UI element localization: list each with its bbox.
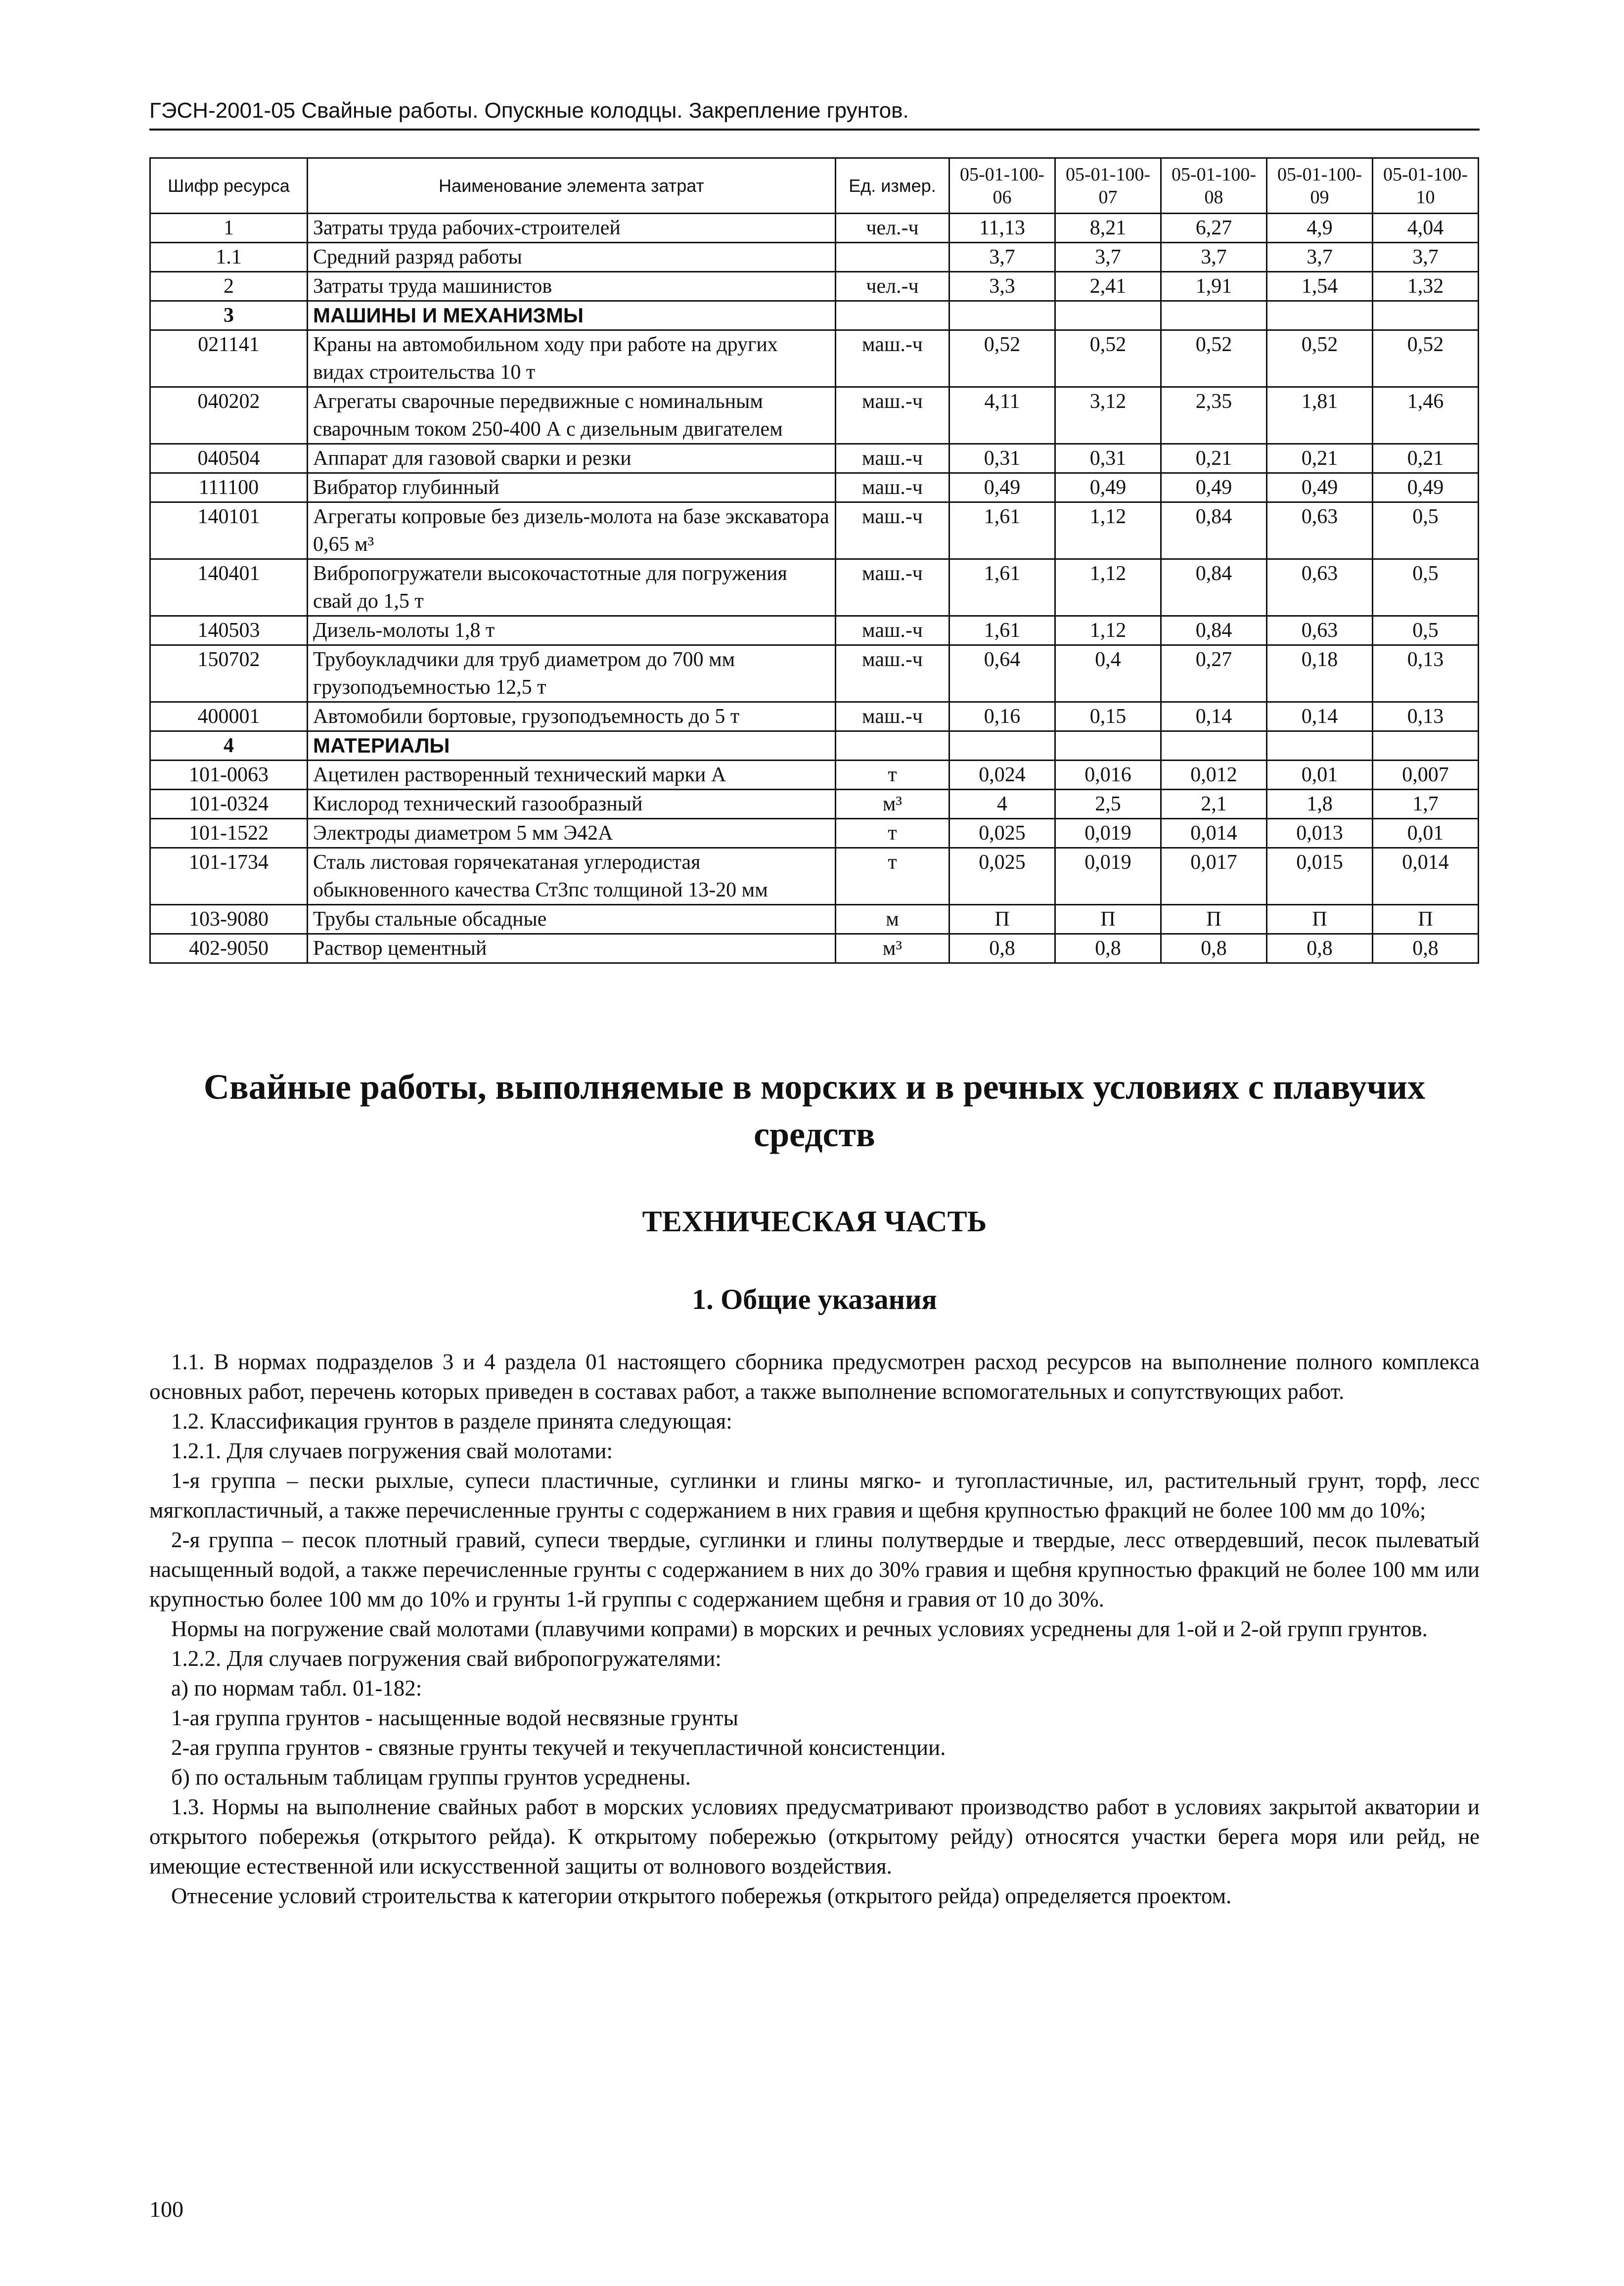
- resource-name: Затраты труда машинистов: [308, 272, 836, 301]
- resource-name: МАТЕРИАЛЫ: [308, 731, 836, 761]
- resource-unit: [836, 301, 949, 330]
- resource-unit: маш.-ч: [836, 473, 949, 502]
- header-col: 05-01-100-09: [1267, 158, 1373, 214]
- resource-value: 0,013: [1267, 819, 1373, 848]
- resource-value: 0,49: [1055, 473, 1161, 502]
- table-row: [150, 502, 1479, 559]
- resource-value: 2,1: [1161, 790, 1267, 819]
- resource-value: [949, 301, 1055, 330]
- resource-code: 140401: [150, 559, 308, 616]
- resource-code: 4: [150, 731, 308, 761]
- resource-unit: м³: [836, 934, 949, 963]
- header-col: 05-01-100-06: [949, 158, 1055, 214]
- resource-name: Дизель-молоты 1,8 т: [308, 616, 836, 645]
- resource-value: [1373, 301, 1479, 330]
- paragraph: 1.2.1. Для случаев погружения свай молотами:: [171, 1438, 613, 1463]
- resource-code: 101-1734: [150, 848, 308, 905]
- resource-name: Трубоукладчики для труб диаметром до 700 мм грузоподъемностью 12,5 т: [308, 645, 836, 702]
- paragraph: 1-ая группа грунтов - насыщенные водой несвязные грунты: [171, 1705, 738, 1730]
- resource-value: 4,11: [949, 387, 1055, 444]
- resource-value: 3,3: [949, 272, 1055, 301]
- resource-value: 0,14: [1267, 702, 1373, 731]
- resource-value: П: [1373, 905, 1479, 934]
- resource-name: Автомобили бортовые, грузоподъемность до 5 т: [308, 702, 836, 731]
- resource-value: 3,7: [1373, 243, 1479, 272]
- resource-value: [1267, 731, 1373, 761]
- table-row: [150, 243, 1479, 272]
- resource-value: 4,9: [1267, 214, 1373, 243]
- paragraph: 2-ая группа грунтов - связные грунты текучей и текучепластичной консистенции.: [171, 1735, 946, 1760]
- resource-name: Трубы стальные обсадные: [308, 905, 836, 934]
- resource-value: 0,014: [1373, 848, 1479, 905]
- resource-unit: маш.-ч: [836, 444, 949, 473]
- table-row: [150, 934, 1479, 963]
- resource-value: 0,5: [1373, 616, 1479, 645]
- resource-value: 4,04: [1373, 214, 1479, 243]
- resource-unit: чел.-ч: [836, 272, 949, 301]
- resource-value: 1,54: [1267, 272, 1373, 301]
- header-rule: [149, 129, 1480, 131]
- resource-value: 0,52: [1267, 330, 1373, 387]
- table-row: [150, 731, 1479, 761]
- resource-value: 0,8: [1055, 934, 1161, 963]
- resource-value: [1055, 731, 1161, 761]
- resource-value: 0,31: [1055, 444, 1161, 473]
- resource-value: 0,015: [1267, 848, 1373, 905]
- resource-name: Агрегаты сварочные передвижные с номинальным сварочным током 250-400 А с дизельным двигателем: [308, 387, 836, 444]
- resource-value: 0,21: [1267, 444, 1373, 473]
- resource-unit: маш.-ч: [836, 330, 949, 387]
- resource-unit: чел.-ч: [836, 214, 949, 243]
- resource-code: 402-9050: [150, 934, 308, 963]
- table-row: [150, 761, 1479, 790]
- resource-value: 0,8: [949, 934, 1055, 963]
- resource-code: 3: [150, 301, 308, 330]
- resource-unit: маш.-ч: [836, 645, 949, 702]
- resource-value: 1,46: [1373, 387, 1479, 444]
- resource-name: Краны на автомобильном ходу при работе на других видах строительства 10 т: [308, 330, 836, 387]
- resource-value: П: [1267, 905, 1373, 934]
- resource-value: 0,14: [1161, 702, 1267, 731]
- resource-value: 0,16: [949, 702, 1055, 731]
- header-name: Наименование элемента затрат: [308, 158, 836, 214]
- resource-code: 101-0324: [150, 790, 308, 819]
- resource-unit: м: [836, 905, 949, 934]
- resource-value: [1161, 731, 1267, 761]
- resource-code: 040504: [150, 444, 308, 473]
- resource-unit: маш.-ч: [836, 616, 949, 645]
- resource-value: 1,8: [1267, 790, 1373, 819]
- table-row: [150, 559, 1479, 616]
- resource-value: 1,81: [1267, 387, 1373, 444]
- resource-value: 4: [949, 790, 1055, 819]
- resource-value: 6,27: [1161, 214, 1267, 243]
- table-row: [150, 819, 1479, 848]
- resource-name: Электроды диаметром 5 мм Э42А: [308, 819, 836, 848]
- table-row: [150, 214, 1479, 243]
- resource-value: 0,8: [1373, 934, 1479, 963]
- resource-code: 150702: [150, 645, 308, 702]
- resource-value: 0,84: [1161, 559, 1267, 616]
- table-row: [150, 301, 1479, 330]
- resource-unit: т: [836, 761, 949, 790]
- paragraph: 1.1. В нормах подразделов 3 и 4 раздела 01 настоящего сборника предусмотрен расход ресурсов на выполнение полного комплекса основных работ, перечень которых приведен в составах работ, а также выполнение вспомогательных и сопутствующих работ.: [149, 1349, 1480, 1404]
- resource-value: 3,7: [1055, 243, 1161, 272]
- section-title: Свайные работы, выполняемые в морских и в речных условиях с плавучих средств: [203, 1067, 1426, 1154]
- resource-value: 0,18: [1267, 645, 1373, 702]
- table-row: [150, 790, 1479, 819]
- resource-value: 2,41: [1055, 272, 1161, 301]
- resource-unit: м³: [836, 790, 949, 819]
- header-col: 05-01-100-10: [1373, 158, 1479, 214]
- header-col: 05-01-100-07: [1055, 158, 1161, 214]
- resource-value: 1,61: [949, 559, 1055, 616]
- table-row: [150, 616, 1479, 645]
- table-row: [150, 905, 1479, 934]
- paragraph: Нормы на погружение свай молотами (плавучими копрами) в морских и речных условиях усреднены для 1-ой и 2-ой групп грунтов.: [171, 1616, 1428, 1641]
- resource-value: 0,49: [1373, 473, 1479, 502]
- resource-value: 0,52: [1055, 330, 1161, 387]
- resource-value: 1,61: [949, 502, 1055, 559]
- resource-value: 0,025: [949, 819, 1055, 848]
- paragraph: 1.3. Нормы на выполнение свайных работ в морских условиях предусматривают производство работ в условиях закрытой акватории и открытого побережья (открытого рейда). К открытому побережью (открытому рейду) относятся участки берега моря или рейд, не имеющие естественной или искусственной защиты от волнового воздействия.: [149, 1794, 1480, 1879]
- table-body: [150, 214, 1479, 963]
- table-row: [150, 387, 1479, 444]
- resource-value: 0,019: [1055, 819, 1161, 848]
- resource-name: Кислород технический газообразный: [308, 790, 836, 819]
- part-title: ТЕХНИЧЕСКАЯ ЧАСТЬ: [642, 1205, 987, 1238]
- resource-value: 0,01: [1373, 819, 1479, 848]
- resource-name: Вибратор глубинный: [308, 473, 836, 502]
- paragraph: 2-я группа – песок плотный гравий, супеси твердые, суглинки и глины полутвердые и твердые, лесс отвердевший, песок пылеватый насыщенный водой, а также перечисленные грунты с содержанием в них до 30% гравия и щебня крупностью фракций не более 100 мм или крупностью более 100 мм до 10% и грунты 1-й группы с содержанием щебня и гравия от 10 до 30%.: [149, 1527, 1480, 1612]
- resource-unit: маш.-ч: [836, 559, 949, 616]
- resource-code: 040202: [150, 387, 308, 444]
- resource-value: 1,12: [1055, 616, 1161, 645]
- resource-value: 0,017: [1161, 848, 1267, 905]
- resource-value: 0,4: [1055, 645, 1161, 702]
- resource-code: 101-1522: [150, 819, 308, 848]
- resource-name: МАШИНЫ И МЕХАНИЗМЫ: [308, 301, 836, 330]
- resource-unit: [836, 731, 949, 761]
- resource-value: 1,12: [1055, 502, 1161, 559]
- resource-value: 0,49: [949, 473, 1055, 502]
- resource-code: 2: [150, 272, 308, 301]
- table-row: [150, 444, 1479, 473]
- resource-value: 0,5: [1373, 502, 1479, 559]
- resource-value: 0,13: [1373, 645, 1479, 702]
- paragraph: 1.2. Классификация грунтов в разделе принята следующая:: [171, 1409, 732, 1434]
- resource-value: 0,016: [1055, 761, 1161, 790]
- resource-name: Раствор цементный: [308, 934, 836, 963]
- resource-value: 0,15: [1055, 702, 1161, 731]
- resource-value: 1,7: [1373, 790, 1479, 819]
- resource-code: 103-9080: [150, 905, 308, 934]
- resource-value: 0,63: [1267, 616, 1373, 645]
- resource-value: 3,7: [949, 243, 1055, 272]
- resource-name: Агрегаты копровые без дизель-молота на базе экскаватора 0,65 м³: [308, 502, 836, 559]
- resource-value: 0,8: [1267, 934, 1373, 963]
- paragraph: 1-я группа – пески рыхлые, супеси пластичные, суглинки и глины мягко- и тугопластичные, ил, растительный грунт, торф, лесс мягкопластичный, а также перечисленные грунты с содержанием в них гравия и щебня крупностью фракций не более 100 мм до 10%;: [149, 1468, 1480, 1523]
- resource-value: 2,35: [1161, 387, 1267, 444]
- resource-value: 0,63: [1267, 559, 1373, 616]
- resource-value: 0,019: [1055, 848, 1161, 905]
- paragraph: а) по нормам табл. 01-182:: [171, 1676, 422, 1701]
- resource-value: 3,12: [1055, 387, 1161, 444]
- resource-unit: маш.-ч: [836, 387, 949, 444]
- resource-value: П: [949, 905, 1055, 934]
- resource-value: 0,84: [1161, 502, 1267, 559]
- resource-value: 0,21: [1161, 444, 1267, 473]
- resource-unit: маш.-ч: [836, 502, 949, 559]
- resource-value: 0,52: [949, 330, 1055, 387]
- header-col: 05-01-100-08: [1161, 158, 1267, 214]
- paragraph: Отнесение условий строительства к категории открытого побережья (открытого рейда) определяется проектом.: [171, 1883, 1232, 1908]
- table-row: [150, 645, 1479, 702]
- resource-code: 140101: [150, 502, 308, 559]
- resource-unit: маш.-ч: [836, 702, 949, 731]
- resource-value: 0,01: [1267, 761, 1373, 790]
- resource-value: 3,7: [1161, 243, 1267, 272]
- table-row: [150, 702, 1479, 731]
- resource-value: 2,5: [1055, 790, 1161, 819]
- resource-value: [1161, 301, 1267, 330]
- table-row: [150, 473, 1479, 502]
- resource-value: 1,61: [949, 616, 1055, 645]
- resource-value: [1373, 731, 1479, 761]
- table-row: [150, 848, 1479, 905]
- resource-name: Ацетилен растворенный технический марки А: [308, 761, 836, 790]
- resource-value: 0,014: [1161, 819, 1267, 848]
- resource-value: [1267, 301, 1373, 330]
- resource-value: 0,8: [1161, 934, 1267, 963]
- resource-value: П: [1055, 905, 1161, 934]
- resource-code: 111100: [150, 473, 308, 502]
- resource-value: 0,31: [949, 444, 1055, 473]
- resource-name: Вибропогружатели высокочастотные для погружения свай до 1,5 т: [308, 559, 836, 616]
- resource-code: 101-0063: [150, 761, 308, 790]
- resource-code: 1.1: [150, 243, 308, 272]
- resource-value: [949, 731, 1055, 761]
- header-unit: Ед. измер.: [836, 158, 949, 214]
- resource-value: 0,52: [1373, 330, 1479, 387]
- resource-value: 0,84: [1161, 616, 1267, 645]
- resource-value: 0,007: [1373, 761, 1479, 790]
- resource-name: Средний разряд работы: [308, 243, 836, 272]
- resource-code: 1: [150, 214, 308, 243]
- resource-value: 1,91: [1161, 272, 1267, 301]
- subsection-title: 1. Общие указания: [692, 1283, 937, 1315]
- resource-value: 8,21: [1055, 214, 1161, 243]
- resource-value: 1,32: [1373, 272, 1479, 301]
- paragraph: 1.2.2. Для случаев погружения свай вибропогружателями:: [171, 1646, 722, 1671]
- resource-name: Затраты труда рабочих-строителей: [308, 214, 836, 243]
- resource-name: Сталь листовая горячекатаная углеродистая обыкновенного качества Ст3пс толщиной 13-20 мм: [308, 848, 836, 905]
- resource-code: 400001: [150, 702, 308, 731]
- table-row: [150, 330, 1479, 387]
- resource-value: 0,49: [1161, 473, 1267, 502]
- resource-code: 021141: [150, 330, 308, 387]
- resource-value: 1,12: [1055, 559, 1161, 616]
- resource-name: Аппарат для газовой сварки и резки: [308, 444, 836, 473]
- resource-value: 0,21: [1373, 444, 1479, 473]
- resource-unit: [836, 243, 949, 272]
- resource-value: [1055, 301, 1161, 330]
- resource-value: 0,012: [1161, 761, 1267, 790]
- resource-unit: т: [836, 848, 949, 905]
- table-header-row: [150, 158, 1479, 214]
- resource-value: 0,025: [949, 848, 1055, 905]
- body-text: [149, 1347, 1480, 1911]
- resource-value: 0,49: [1267, 473, 1373, 502]
- running-header: ГЭСН-2001-05 Свайные работы. Опускные колодцы. Закрепление грунтов.: [149, 98, 909, 123]
- resource-unit: т: [836, 819, 949, 848]
- page-number: 100: [149, 2196, 183, 2222]
- resource-value: 0,64: [949, 645, 1055, 702]
- resource-table: [149, 157, 1479, 964]
- resource-value: 0,52: [1161, 330, 1267, 387]
- resource-value: 3,7: [1267, 243, 1373, 272]
- resource-value: 0,13: [1373, 702, 1479, 731]
- resource-value: 11,13: [949, 214, 1055, 243]
- table-row: [150, 272, 1479, 301]
- resource-value: 0,27: [1161, 645, 1267, 702]
- resource-value: 0,63: [1267, 502, 1373, 559]
- paragraph: б) по остальным таблицам группы грунтов усреднены.: [171, 1765, 691, 1790]
- header-code: Шифр ресурса: [150, 158, 308, 214]
- resource-value: 0,024: [949, 761, 1055, 790]
- resource-value: 0,5: [1373, 559, 1479, 616]
- resource-code: 140503: [150, 616, 308, 645]
- resource-value: П: [1161, 905, 1267, 934]
